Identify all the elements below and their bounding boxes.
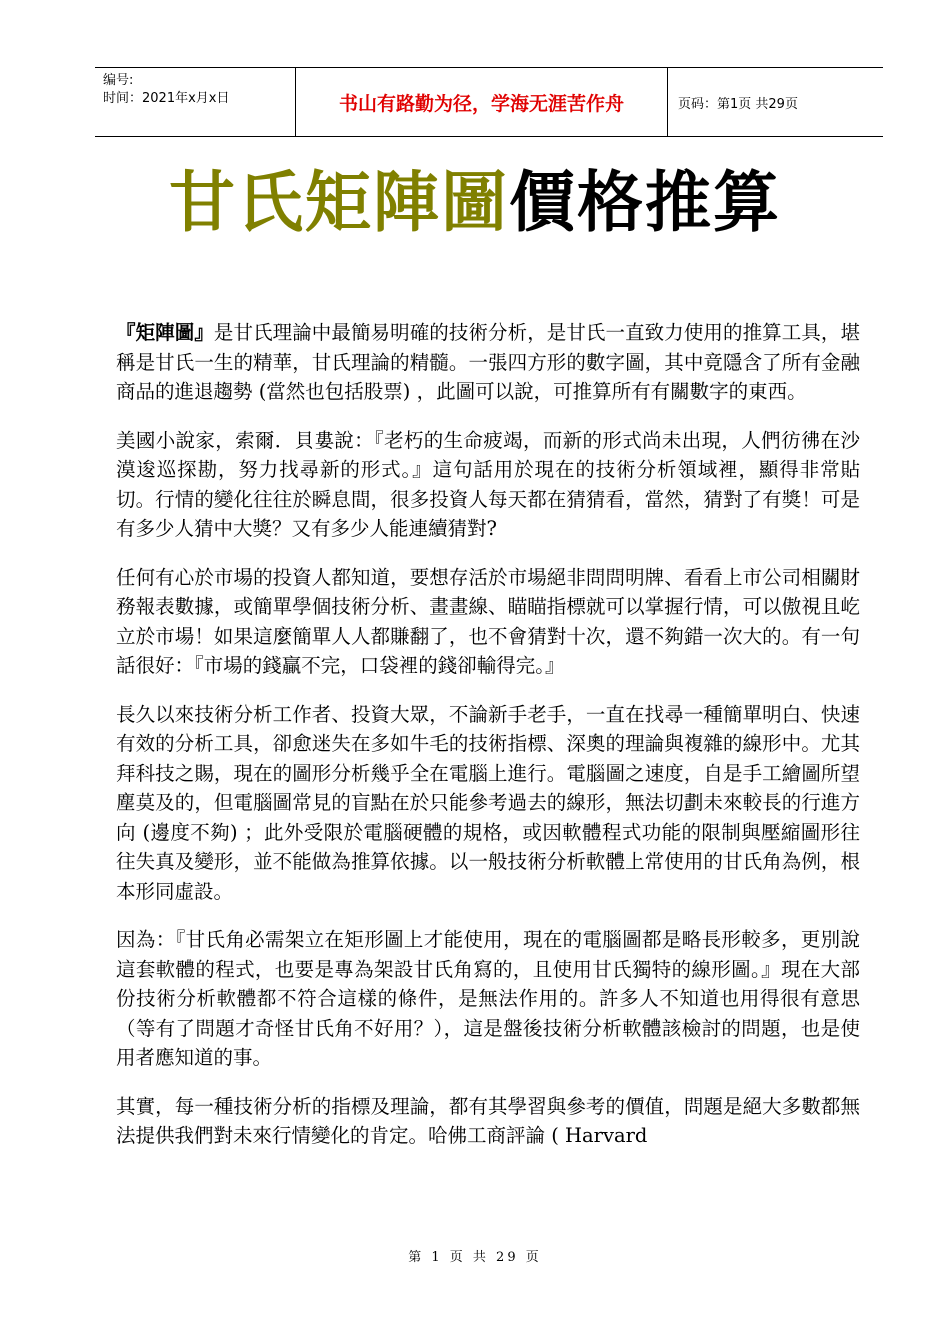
header-motto: 书山有路勤为径，学海无涯苦作舟 [295, 68, 668, 136]
paragraph-1-bold: 『矩陣圖』 [116, 321, 214, 344]
header-meta [95, 68, 295, 136]
number-label: 编号: [103, 73, 134, 88]
paragraph-1 [116, 318, 860, 407]
paragraph-5: 因為：『甘氏角必需架立在矩形圖上才能使用，現在的電腦圖都是略長形較多，更別說這套軟體的程式，也要是專為架設甘氏角寫的，且使用甘氏獨特的線形圖。』現在大部份技術分析軟體都不符合這樣的條件，是無法作用的。許多人不知道也用得很有意思（等有了問題才奇怪甘氏角不好用？），這是盤後技術分析軟體該檢討的問題，也是使用者應知道的事。 [116, 928, 860, 1069]
title-part-main: 價格推算 [509, 163, 781, 241]
header-page-label: 页码：第1页 共29页 [678, 96, 798, 112]
paragraph-2: 美國小說家，索爾．貝婁說：『老朽的生命疲竭，而新的形式尚未出現，人們彷彿在沙漠逡巡探勘，努力找尋新的形式。』這句話用於現在的技術分析領域裡，顯得非常貼切。行情的變化往往於瞬息間，很多投資人每天都在猜猜看，當然，猜對了有獎！可是有多少人猜中大獎？又有多少人能連續猜對? [116, 428, 860, 540]
page-footer: 第 1 页 共 29 页 [408, 1250, 542, 1265]
paragraph-4: 長久以來技術分析工作者、投資大眾，不論新手老手，一直在找尋一種簡單明白、快速有效的分析工具，卻愈迷失在多如牛毛的技術指標、深奧的理論與複雜的線形中。尤其拜科技之賜，現在的圖形分析幾乎全在電腦上進行。電腦圖之速度，自是手工繪圖所望塵莫及的，但電腦圖常見的盲點在於只能參考過去的線形，無法切劃未來較長的行進方向 (邊度不夠) ；此外受限於電腦硬體的規格，或因軟體程式功能的限制與壓縮圖形往往失真及變形，並不能做為推算依據。以一般技術分析軟體上常使用的甘氏角為例，根本形同虛設。 [116, 702, 860, 903]
paragraph-3: 任何有心於市場的投資人都知道，要想存活於市場絕非問問明牌、看看上市公司相關財務報表數據，或簡單學個技術分析、畫畫線、瞄瞄指標就可以掌握行情，可以傲視且屹立於市場！如果這麼簡單人人都賺翻了，也不會猜對十次，還不夠錯一次大的。有一句話很好：『市場的錢贏不完，口袋裡的錢卻輸得完。』 [116, 565, 860, 677]
document-title [0, 162, 950, 242]
page-header [95, 67, 883, 137]
paragraph-1-text: 是甘氏理論中最簡易明確的技術分析，是甘氏一直致力使用的推算工具，堪稱是甘氏一生的精華，甘氏理論的精髓。一張四方形的數字圖，其中竟隱含了所有金融商品的進退趨勢 (當然也包括股票) ，此圖可以說，可推算所有有關數字的東西。 [116, 321, 860, 403]
paragraph-6: 其實，每一種技術分析的指標及理論，都有其學習與參考的價值，問題是絕大多數都無法提供我們對未來行情變化的肯定。哈佛工商評論 ( Harvard [116, 1094, 860, 1147]
time-label: 时间：2021年x月x日 [103, 91, 230, 106]
document-body [116, 318, 860, 1170]
title-part-accent: 甘氏矩陣圖 [169, 163, 509, 241]
